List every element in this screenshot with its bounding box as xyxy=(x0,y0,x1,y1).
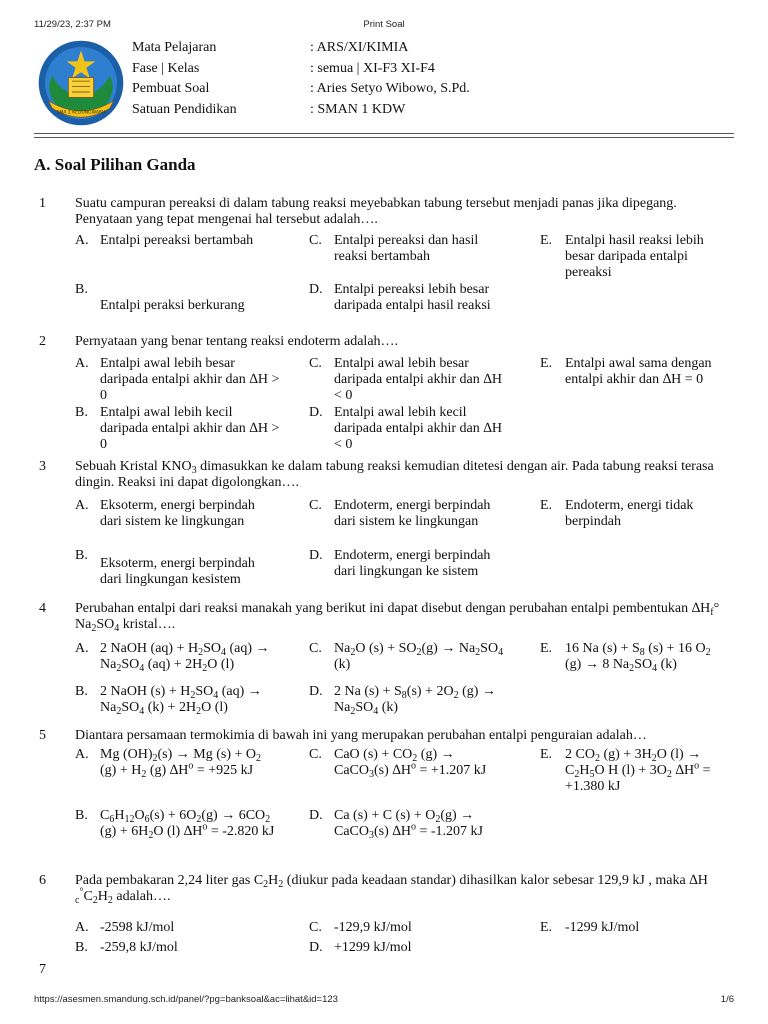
page-url: https://asesmen.smandung.sch.id/panel/?pg=banksoal&ac=lihat&id=123 xyxy=(34,994,338,1005)
option-letter: E. xyxy=(540,641,553,656)
option-letter: D. xyxy=(309,684,323,699)
meta-value: : Aries Setyo Wibowo, S.Pd. xyxy=(310,81,470,96)
option-letter: E. xyxy=(540,233,553,248)
option-text: Mg $(OH)_2(s) \to Mg$ $(s) + O_2$ $(g) + H_2$ (g) $\Delta H^o = +925$ kJ xyxy=(100,747,261,780)
option-text: CaO $(s) + CO_2$ (g) → CaCO$_3$(s) $\Delta H^o = +1.207$ kJ xyxy=(334,747,487,780)
page-number: 1/6 xyxy=(720,994,734,1005)
option-letter: A. xyxy=(75,356,89,371)
header-divider xyxy=(34,133,734,138)
school-logo-icon xyxy=(36,38,126,128)
question-text: Diantara persamaan termokimia di bawah ini yang merupakan perubahan entalpi penguraian adalah… xyxy=(75,728,647,743)
option-letter: D. xyxy=(309,808,323,823)
option-letter: B. xyxy=(75,282,88,297)
question-number: 3 xyxy=(39,459,46,474)
option-letter: E. xyxy=(540,747,553,762)
option-letter: E. xyxy=(540,498,553,513)
meta-row xyxy=(132,102,692,123)
option-letter: B. xyxy=(75,940,88,955)
meta-label: Satuan Pendidikan xyxy=(132,101,237,117)
option-letter: C. xyxy=(309,641,322,656)
option-letter: A. xyxy=(75,747,89,762)
print-title: Print Soal xyxy=(363,19,405,30)
option-text: -129,9 kJ/mol xyxy=(334,920,412,935)
exam-header xyxy=(34,36,734,132)
option-letter: D. xyxy=(309,940,323,955)
option-text: Entalpi pereaksi bertambah xyxy=(100,233,254,248)
option-text: Eksoterm, energi berpindah dari sistem ke lingkungan xyxy=(100,498,255,529)
logo-ribbon-text: SMA 1 KEDUNGWARU xyxy=(56,110,106,116)
option-letter: E. xyxy=(540,356,553,371)
question-number: 1 xyxy=(39,196,46,211)
option-letter: C. xyxy=(309,920,322,935)
option-letter: D. xyxy=(309,405,323,420)
option-letter: B. xyxy=(75,684,88,699)
option-text: $Na_2O$ $(s) + SO_2(g) \to Na_2SO_4$ (k) xyxy=(334,641,504,672)
option-text: Entalpi awal lebih besar daripada entalpi akhir dan ∆H > 0 xyxy=(100,356,280,403)
option-text: Endoterm, energi berpindah dari sistem ke lingkungan xyxy=(334,498,491,529)
option-letter: E. xyxy=(540,920,553,935)
option-text: -259,8 kJ/mol xyxy=(100,940,178,955)
option-text: 2 $CO_2$ $(g) + 3H_2O$ $(l) \to C_2H_5O$ H $(l) + 3O_2$ $\Delta H^o = +1.380$ kJ xyxy=(565,747,711,794)
question-number: 6 xyxy=(39,873,46,888)
option-letter: B. xyxy=(75,808,88,823)
option-text: Endoterm, energi berpindah dari lingkungan ke sistem xyxy=(334,548,491,579)
option-text: Entalpi peraksi berkurang xyxy=(100,298,245,313)
meta-row xyxy=(132,61,692,82)
option-text: Entalpi awal lebih kecil daripada entalpi akhir dan ∆H > 0 xyxy=(100,405,280,452)
question-number: 5 xyxy=(39,728,46,743)
option-letter: C. xyxy=(309,356,322,371)
option-letter: A. xyxy=(75,233,89,248)
question-text: Sebuah Kristal $KNO_3$ dimasukkan ke dalam tabung reaksi kemudian ditetesi dengan air. Pada tabung reaksi terasa dingin. Reaksi ini dapat digolongkan…. xyxy=(75,459,714,490)
meta-row xyxy=(132,40,692,61)
option-text: -2598 kJ/mol xyxy=(100,920,175,935)
option-text: 2 NaOH $(aq) + H_2SO_4$ $(aq) \to Na_2SO_4$ $(aq) + 2H_2O$ (l) xyxy=(100,641,270,674)
option-text: Eksoterm, energi berpindah dari lingkungan kesistem xyxy=(100,556,255,587)
meta-label: Pembuat Soal xyxy=(132,81,210,96)
option-text: Entalpi pereaksi lebih besar daripada entalpi hasil reaksi xyxy=(334,282,491,313)
meta-label: Mata Pelajaran xyxy=(132,40,217,55)
question-text: Pernyataan yang benar tentang reaksi endoterm adalah…. xyxy=(75,334,399,349)
print-date: 11/29/23, 2:37 PM xyxy=(34,19,111,30)
option-text: 16 Na $(s) + S_8$ (s) + 16 $O_2$ (g) → 8 $Na_2SO_4$ (k) xyxy=(565,641,711,674)
option-text: Entalpi hasil reaksi lebih besar daripada entalpi pereaksi xyxy=(565,233,704,280)
question-number: 2 xyxy=(39,334,46,349)
option-text: 2 NaOH $(s) + H_2SO_4$ $(aq) \to Na_2SO_4$ $(k) + 2H_2O$ (l) xyxy=(100,684,262,717)
option-text: Entalpi pereaksi dan hasil reaksi bertambah xyxy=(334,233,479,264)
option-letter: B. xyxy=(75,548,88,563)
meta-value: : semua | XI-F3 XI-F4 xyxy=(310,60,435,76)
option-letter: C. xyxy=(309,498,322,513)
question-text: Pada pembakaran 2,24 liter gas $C_2H_2$ (diukur pada keadaan standar) dihasilkan kalor sebesar 129,9 kJ , maka ∆H $_c^\circ C_2H_2$ adalah…. xyxy=(75,873,708,906)
option-letter: A. xyxy=(75,920,89,935)
option-text: Entalpi awal sama dengan entalpi akhir dan ∆H = 0 xyxy=(565,356,712,387)
option-letter: D. xyxy=(309,548,323,563)
option-text: $C_6H_{12}O_6(s) + 6O_2(g) \to 6CO_2$ $(g) + 6H_2O$ (l) $\Delta H^o = -2.820$ kJ xyxy=(100,808,275,841)
option-text: Entalpi awal lebih besar daripada entalpi akhir dan ∆H < 0 xyxy=(334,356,502,403)
option-letter: C. xyxy=(309,747,322,762)
question-text: Suatu campuran pereaksi di dalam tabung reaksi meyebabkan tabung tersebut menjadi panas jika dipegang. Penyataan yang tepat mengenai hal tersebut adalah…. xyxy=(75,196,677,227)
option-letter: B. xyxy=(75,405,88,420)
option-text: +1299 kJ/mol xyxy=(334,940,412,955)
option-letter: A. xyxy=(75,498,89,513)
option-letter: D. xyxy=(309,282,323,297)
option-text: Entalpi awal lebih kecil daripada entalpi akhir dan ∆H < 0 xyxy=(334,405,502,452)
option-text: Ca (s) + C $(s) + O_2(g)$ → CaCO$_3$(s) $\Delta H^o = -1.207$ kJ xyxy=(334,808,483,841)
option-text: 2 Na $(s) + S_8(s) + 2O_2$ $(g) \to Na_2SO_4$ (k) xyxy=(334,684,496,717)
option-letter: A. xyxy=(75,641,89,656)
question-text: Perubahan entalpi dari reaksi manakah yang berikut ini dapat disebut dengan perubahan entalpi pembentukan $\Delta H_f^\circ$ $Na_2SO_4$ kristal…. xyxy=(75,601,720,634)
option-text: -1299 kJ/mol xyxy=(565,920,640,935)
meta-value: : SMAN 1 KDW xyxy=(310,101,406,117)
meta-table xyxy=(132,40,692,122)
section-title: A. Soal Pilihan Ganda xyxy=(34,155,196,174)
question-number: 7 xyxy=(39,962,46,977)
question-number: 4 xyxy=(39,601,46,616)
option-text: Endoterm, energi tidak berpindah xyxy=(565,498,694,529)
meta-value: : ARS/XI/KIMIA xyxy=(310,40,409,55)
meta-row xyxy=(132,81,692,102)
meta-label: Fase | Kelas xyxy=(132,60,200,76)
option-letter: C. xyxy=(309,233,322,248)
